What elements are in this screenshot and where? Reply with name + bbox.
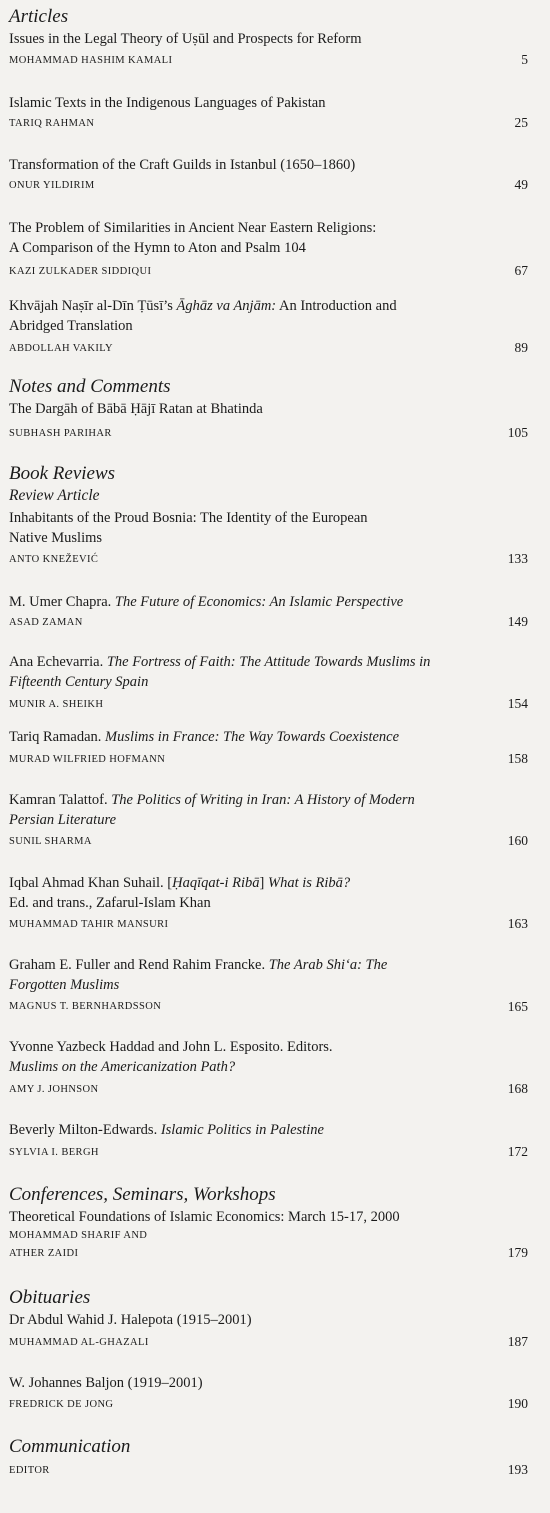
entry-page: 160 [507, 833, 528, 848]
entry-title: Graham E. Fuller and Rend Rahim Francke. The Arab Shi‘a: The Forgotten Muslims [9, 957, 388, 993]
entry-author-second: ATHER ZAIDI [9, 1248, 79, 1259]
entry-author: MUHAMMAD TAHIR MANSURI [9, 919, 169, 930]
entry-page: 179 [507, 1245, 528, 1260]
entry-title: M. Umer Chapra. The Future of Economics: An Islamic Perspective [9, 594, 404, 610]
entry-page: 25 [514, 115, 528, 130]
entry-author: SYLVIA I. BERGH [9, 1147, 99, 1158]
entry-title: The Dargāh of Bābā Ḥājī Ratan at Bhatinda [9, 401, 263, 417]
entry-title: Tariq Ramadan. Muslims in France: The Way Towards Coexistence [9, 729, 400, 745]
entry-title: Islamic Texts in the Indigenous Languages of Pakistan [9, 95, 326, 111]
entry-page: 165 [507, 999, 528, 1014]
subsection-heading-review-article: Review Article [9, 487, 100, 504]
entry-page: 105 [507, 425, 528, 440]
section-heading-book-reviews: Book Reviews [9, 463, 116, 484]
entry-author: SUNIL SHARMA [9, 836, 92, 847]
entry-author: ASAD ZAMAN [9, 617, 83, 628]
entry-author: TARIQ RAHMAN [9, 118, 95, 129]
entry-page: 67 [514, 263, 528, 278]
entry-author: EDITOR [9, 1465, 50, 1476]
entry-title: Inhabitants of the Proud Bosnia: The Identity of the European Native Muslims [9, 510, 368, 546]
entry-author: MUHAMMAD AL-GHAZALI [9, 1337, 149, 1348]
entry-page: 133 [507, 551, 528, 566]
section-heading-obituaries: Obituaries [9, 1287, 91, 1308]
entry-title: The Problem of Similarities in Ancient Near Eastern Religions: A Comparison of the Hymn to Aton and Psalm 104 [9, 220, 377, 256]
entry-page: 163 [507, 916, 528, 931]
entry-page: 168 [507, 1081, 528, 1096]
section-heading-communication: Communication [9, 1436, 131, 1457]
entry-author: SUBHASH PARIHAR [9, 428, 112, 439]
entry-page: 89 [514, 340, 528, 355]
entry-page: 158 [507, 751, 528, 766]
entry-title: Dr Abdul Wahid J. Halepota (1915–2001) [9, 1312, 252, 1328]
entry-title: W. Johannes Baljon (1919–2001) [9, 1375, 203, 1391]
entry-page: 149 [507, 614, 528, 629]
entry-author: MURAD WILFRIED HOFMANN [9, 754, 166, 765]
entry-author: FREDRICK DE JONG [9, 1399, 114, 1410]
section-heading-articles: Articles [9, 6, 69, 27]
entry-title: Kamran Talattof. The Politics of Writing in Iran: A History of Modern Persian Literature [9, 792, 415, 828]
entry-page: 193 [507, 1462, 528, 1477]
section-heading-notes: Notes and Comments [9, 376, 171, 397]
entry-title: Khvājah Naṣīr al-Dīn Ṭūsī’s Āghāz va Anjām: An Introduction and Abridged Translation [9, 298, 397, 334]
entry-author: MOHAMMAD HASHIM KAMALI [9, 55, 173, 66]
entry-title: Transformation of the Craft Guilds in Istanbul (1650–1860) [9, 157, 356, 173]
entry-author: MAGNUS T. BERNHARDSSON [9, 1001, 162, 1012]
entry-author: ANTO KNEŽEVIĆ [9, 554, 99, 565]
entry-author: AMY J. JOHNSON [9, 1084, 99, 1095]
entry-title: Issues in the Legal Theory of Uṣūl and Prospects for Reform [9, 31, 362, 47]
entry-title: Ana Echevarria. The Fortress of Faith: The Attitude Towards Muslims in Fifteenth Century Spain [9, 654, 431, 690]
entry-author: MOHAMMAD SHARIF AND [9, 1230, 148, 1241]
entry-author: KAZI ZULKADER SIDDIQUI [9, 266, 152, 277]
entry-page: 172 [507, 1144, 528, 1159]
entry-title: Iqbal Ahmad Khan Suhail. [Ḥaqīqat-i Ribā] What is Ribā? Ed. and trans., Zafarul-Islam Khan [9, 875, 351, 911]
entry-page: 187 [507, 1334, 528, 1349]
entry-author: ABDOLLAH VAKILY [9, 343, 114, 354]
entry-page: 154 [507, 696, 528, 711]
entry-title: Theoretical Foundations of Islamic Economics: March 15-17, 2000 [9, 1209, 400, 1225]
entry-title: Beverly Milton-Edwards. Islamic Politics in Palestine [9, 1122, 324, 1138]
entry-author: MUNIR A. SHEIKH [9, 699, 104, 710]
entry-page: 190 [507, 1396, 528, 1411]
entry-author: ONUR YILDIRIM [9, 180, 95, 191]
entry-page: 5 [521, 52, 528, 67]
section-heading-conferences: Conferences, Seminars, Workshops [9, 1184, 276, 1205]
entry-page: 49 [514, 177, 528, 192]
entry-title: Yvonne Yazbeck Haddad and John L. Esposito. Editors. Muslims on the Americanization Path? [9, 1039, 333, 1075]
